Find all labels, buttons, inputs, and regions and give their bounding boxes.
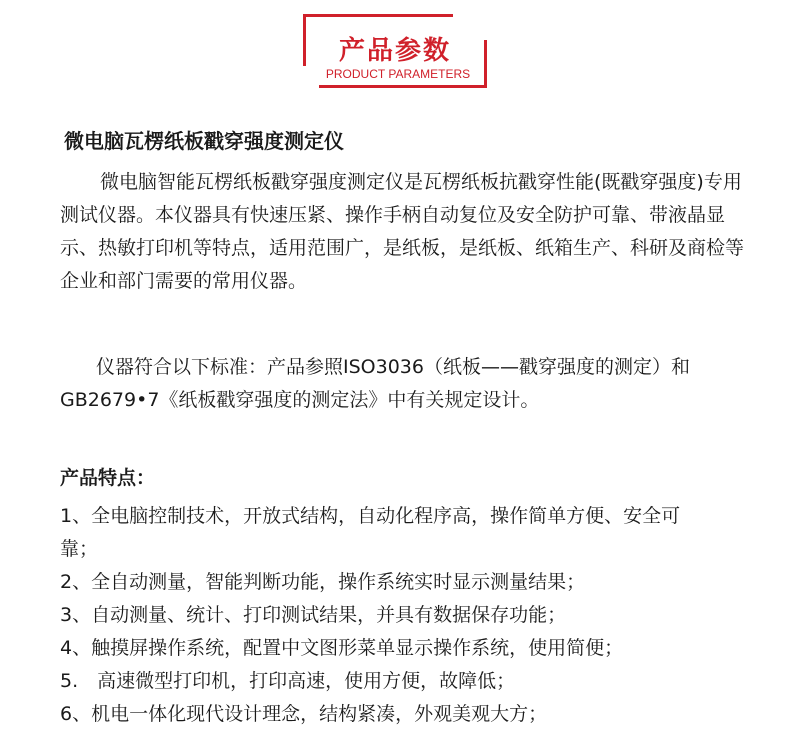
badge-subtitle: PRODUCT PARAMETERS bbox=[325, 67, 471, 81]
product-name-heading: 微电脑瓦楞纸板戳穿强度测定仪 bbox=[64, 129, 344, 153]
features-heading: 产品特点： bbox=[60, 467, 156, 489]
list-item: 2、全自动测量，智能判断功能，操作系统实时显示测量结果； bbox=[60, 571, 586, 593]
badge-title: 产品参数 bbox=[338, 36, 451, 66]
list-item: 5. 高速微型打印机，打印高速，使用方便，故障低； bbox=[60, 670, 516, 692]
list-item: 4、触摸屏操作系统，配置中文图形菜单显示操作系统，使用简便； bbox=[60, 637, 624, 659]
features-list bbox=[60, 500, 790, 731]
description-paragraph: 微电脑智能瓦楞纸板戳穿强度测定仪是瓦楞纸板抗戳穿性能(既戳穿强度)专用测试仪器。本仪器具有快速压紧、操作手柄自动复位及安全防护可靠、带液晶显示、热敏打印机等特点，适用范围广，是纸板，是纸板、纸箱生产、科研及商检等企业和部门需要的常用仪器。 bbox=[60, 171, 745, 292]
section-header-badge bbox=[303, 14, 493, 94]
list-item: 1、全电脑控制技术，开放式结构，自动化程序高，操作简单方便、安全可靠； bbox=[60, 505, 681, 560]
standards-paragraph: 仪器符合以下标准：产品参照ISO3036（纸板——戳穿强度的测定）和GB2679•7《纸板戳穿强度的测定法》中有关规定设计。 bbox=[60, 356, 690, 411]
list-item: 3、自动测量、统计、打印测试结果，并具有数据保存功能； bbox=[60, 604, 567, 626]
list-item: 6、机电一体化现代设计理念，结构紧凑，外观美观大方； bbox=[60, 703, 548, 725]
